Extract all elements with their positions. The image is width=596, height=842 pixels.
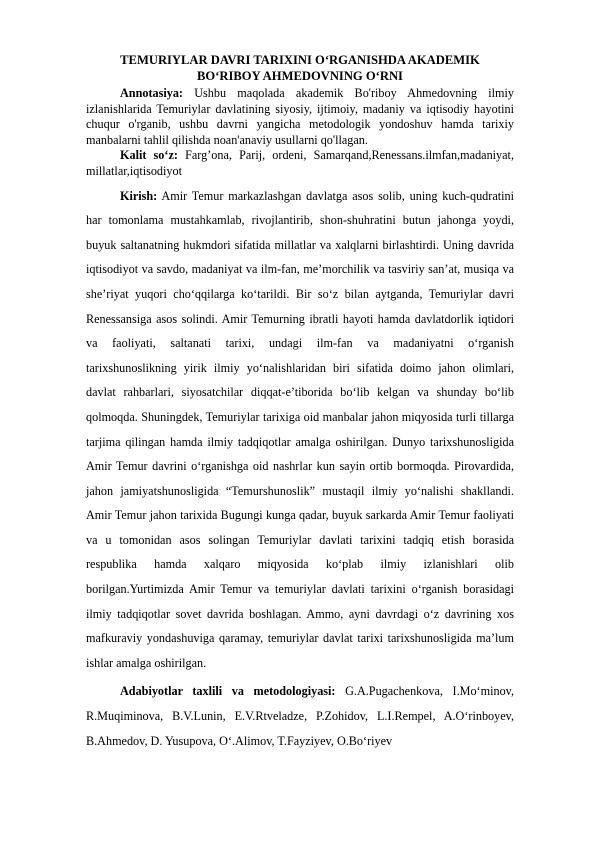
literature-text: G.A.Pugachenkova, I.Mo‘minov, R.Muqiminova, B.V.Lunin, E.V.Rtveladze, P.Zohidov, L.I.Rempel, A.O‘rinboyev, B.Ahmedov, D. Yusupova, O‘.Alimov, T.Fayziyev, O.Bo‘riyev <box>86 684 515 748</box>
title-line-1: TEMURIYLAR DAVRI TARIXINI O‘RGANISHDA AKADEMIK <box>120 53 480 67</box>
literature-paragraph <box>86 679 514 753</box>
article-title <box>86 52 514 84</box>
abstract-label: Annotasiya: <box>120 86 183 100</box>
title-line-2: BO‘RIBOY AHMEDOVNING O‘RNI <box>197 69 403 83</box>
article-page <box>86 52 514 753</box>
keywords-paragraph <box>86 148 514 179</box>
abstract-text: Ushbu maqolada akademik Bo'riboy Ahmedovning ilmiy izlanishlarida Temuriylar davlatining siyosiy, ijtimoiy, madaniy va iqtisodiy hayotini chuqur o'rganib, ushbu davrni yangicha metodologik yondoshuv hamda tarixiy manbalarni tahlil qilishda noan'anaviy usullarni qo'llagan. <box>86 86 514 147</box>
intro-paragraph <box>86 184 514 676</box>
keywords-label: Kalit so‘z: <box>120 148 178 163</box>
keywords-text: Farg’ona, Parij, ordeni, Samarqand,Renessans.ilmfan,madaniyat, millatlar,iqtisodiyot <box>86 148 514 178</box>
intro-text: Amir Temur markazlashgan davlatga asos solib, uning kuch-qudratini har tomonlama mustahkamlab, rivojlantirib, shon-shuhratini butun jahonga yoydi, buyuk saltanatning hukmdori sifatida millatlar va xalqlarni birlashtirdi. Uning davrida iqtisodiyot va savdo, madaniyat va ilm-fan, me’morchilik va tasviriy san’at, musiqa va she’riyat yuqori cho‘qqilarga ko‘tarildi. Bir so‘z bilan aytganda, Temuriylar davri Renessansiga asos solindi. Amir Temurning ibratli hayoti hamda davlatdorlik iqtidori va faoliyati, saltanati tarixi, undagi ilm-fan va madaniyatni o‘rganish tarixshunoslikning yirik ilmiy yo‘nalishlaridan biri sifatida doimo jahon olimlari, davlat rahbarlari, siyosatchilar diqqat-e’tiborida bo‘lib kelgan va shunday bo‘lib qolmoqda. Shuningdek, Temuriylar tarixiga oid manbalar jahon miqyosida turli tillarga tarjima qilingan hamda ilmiy tadqiqotlar amalga oshirilgan. Dunyo tarixshunosligida Amir Temur davrini o‘rganishga oid nashrlar kun sayin ortib bormoqda. Pirovardida, jahon jamiyatshunosligida “Temurshunoslik” mustaqil ilmiy yo‘nalishi shakllandi. Amir Temur jahon tarixida Bugungi kunga qadar, buyuk sarkarda Amir Temur faoliyati va u tomonidan asos solingan Temuriylar davlati tarixini tadqiq etish borasida respublika hamda xalqaro miqyosida ko‘plab ilmiy izlanishlari olib borilgan.Yurtimizda Amir Temur va temuriylar davlati tarixini o‘rganish borasidagi ilmiy tadqiqotlar sovet davrida boshlagan. Ammo, ayni davrdagi o‘z davrining xos mafkuraviy yondashuviga qaramay, temuriylar davlat tarixi tarixshunosligida ma’lum ishlar amalga oshirilgan. <box>86 188 514 670</box>
intro-label: Kirish: <box>120 188 158 203</box>
literature-label: Adabiyotlar taxlili va metodologiyasi: <box>120 684 336 699</box>
abstract-paragraph <box>86 86 514 148</box>
